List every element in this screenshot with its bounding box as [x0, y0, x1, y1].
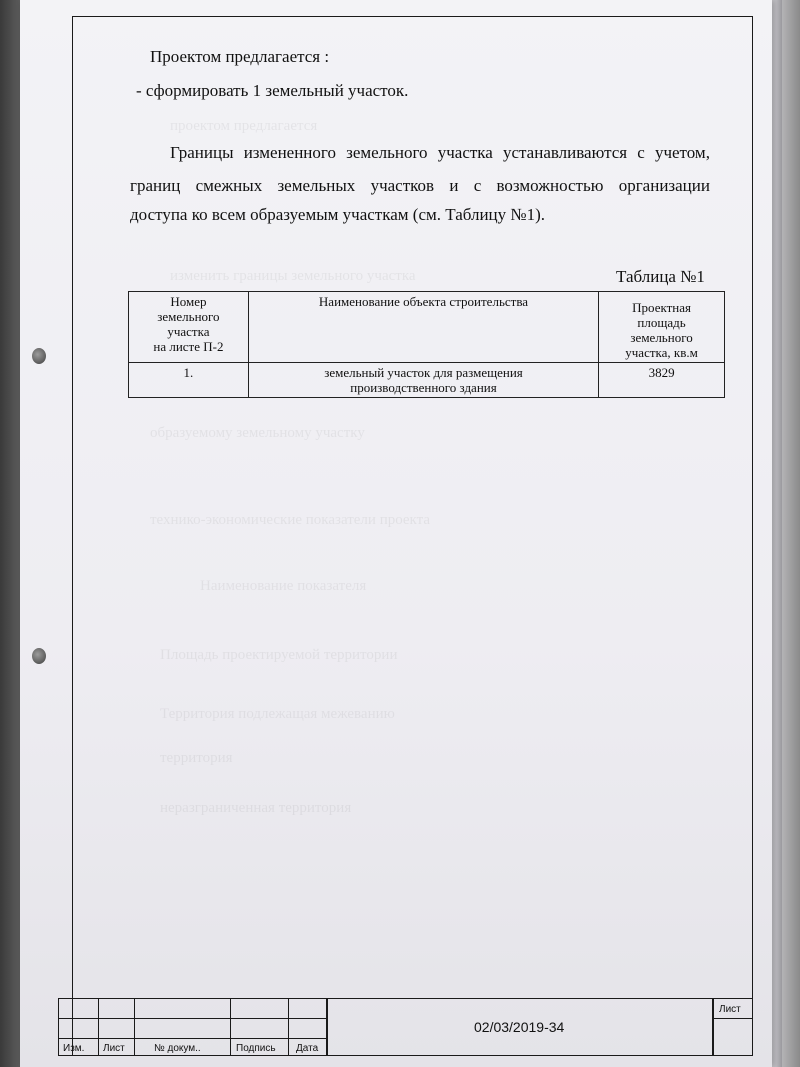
header-area	[599, 292, 725, 363]
cell-area: 3829	[599, 363, 725, 398]
header-plot-number	[129, 292, 249, 363]
cell-object-name	[248, 363, 598, 398]
cell-line: земельный участок для размещения	[324, 365, 523, 380]
word: участка	[437, 143, 493, 162]
label-sheet: Лист	[103, 1043, 125, 1054]
header-line: участка, кв.м	[625, 345, 698, 360]
punch-hole	[32, 348, 46, 364]
bullet-text: - сформировать 1 земельный участок.	[136, 81, 409, 100]
paragraph-line-3: доступа ко всем образуемым участкам (см. Таблицу №1).	[130, 205, 546, 224]
label-doc-number: № докум..	[154, 1043, 201, 1054]
table-header-row	[129, 292, 725, 363]
table-row	[129, 363, 725, 398]
word: и	[449, 176, 459, 195]
word: возможностью	[496, 176, 604, 195]
cell-plot-number: 1.	[129, 363, 249, 398]
intro-text: Проектом предлагается :	[150, 47, 330, 66]
document-code: 02/03/2019-34	[474, 1019, 565, 1035]
header-line: Проектная	[632, 300, 691, 315]
word: смежных	[195, 176, 263, 195]
word: учетом,	[654, 143, 710, 162]
label-sheet-number: Лист	[719, 1004, 741, 1015]
punch-hole	[32, 648, 46, 664]
header-line: земельного	[157, 309, 220, 324]
word: измененного	[243, 143, 336, 162]
header-line: земельного	[630, 330, 693, 345]
word: Границы	[170, 143, 234, 162]
table-caption: Таблица №1	[616, 267, 705, 286]
word: участков	[370, 176, 435, 195]
word: земельного	[346, 143, 428, 162]
header-line: Номер	[170, 294, 207, 309]
word: земельных	[277, 176, 356, 195]
paragraph-line-1	[170, 143, 710, 163]
header-object-name	[248, 292, 598, 363]
word: организации	[618, 176, 710, 195]
header-line: участка	[167, 324, 210, 339]
paragraph-line-2	[130, 176, 710, 196]
word: устанавливаются	[503, 143, 628, 162]
cell-line: производственного здания	[350, 380, 497, 395]
word: границ	[130, 176, 181, 195]
word: с	[473, 176, 482, 195]
drawing-frame	[72, 16, 753, 1056]
land-plot-table	[128, 291, 725, 398]
word: с	[637, 143, 645, 162]
label-date: Дата	[296, 1043, 319, 1054]
header-line: на листе П-2	[153, 339, 224, 354]
label-change: Изм.	[63, 1043, 85, 1054]
label-signature: Подпись	[236, 1043, 276, 1054]
header-line: Наименование объекта строительства	[318, 294, 529, 309]
header-line: площадь	[637, 315, 686, 330]
